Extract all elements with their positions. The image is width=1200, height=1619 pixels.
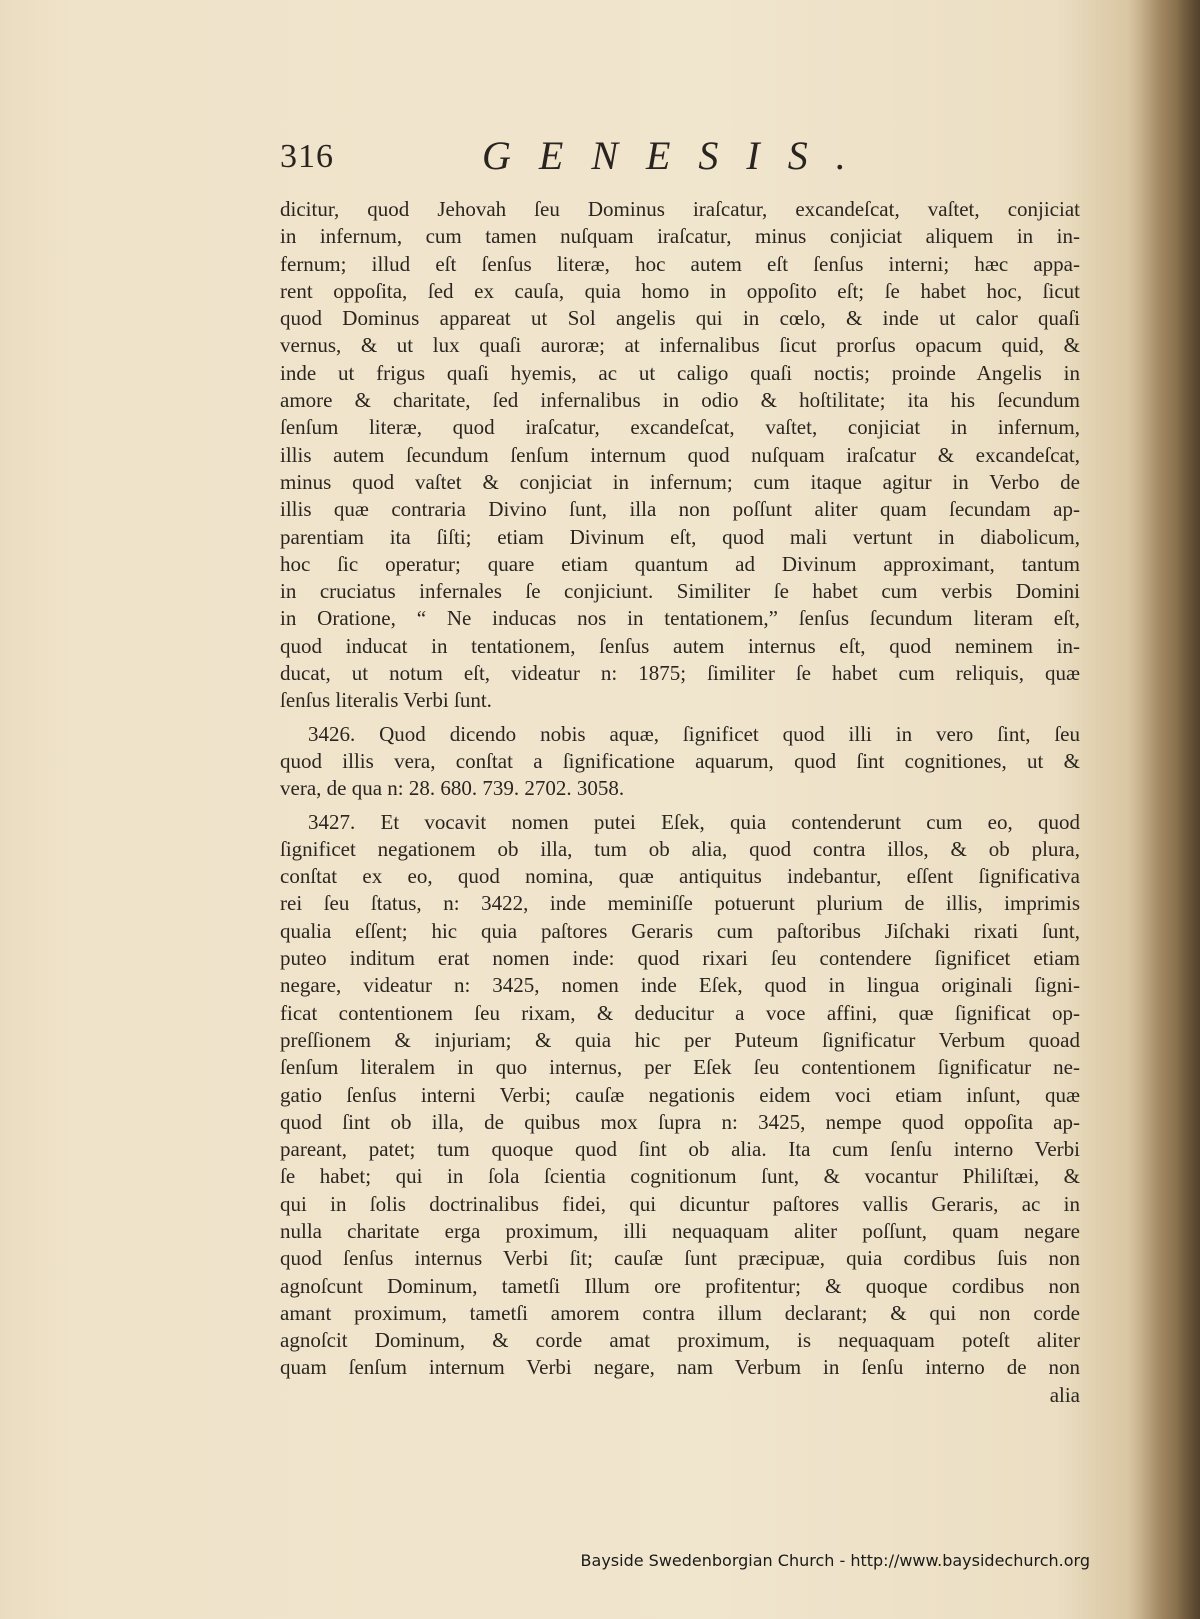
text-line-last: ſenſus literalis Verbi ſunt. xyxy=(280,688,492,713)
text-line: puteo inditum erat nomen inde: quod rixari ſeu contendere ſignificet etiam xyxy=(280,946,1080,971)
catchword: alia xyxy=(1049,1382,1080,1407)
text-line: in infernum, cum tamen nuſquam iraſcatur, minus conjiciat aliquem in in- xyxy=(280,224,1080,249)
text-line: quod ſenſus internus Verbi ſit; cauſæ ſunt præcipuæ, quia cordibus ſuis non xyxy=(280,1246,1080,1271)
text-line: ſenſum literæ, quod iraſcatur, excandeſcat, vaſtet, conjiciat in infernum, xyxy=(280,415,1080,440)
text-line: conſtat ex eo, quod nomina, quæ antiquitus indebantur, eſſent ſignificativa xyxy=(280,864,1080,889)
text-line: inde ut frigus quaſi hyemis, ac ut caligo quaſi noctis; proinde Angelis in xyxy=(280,360,1080,385)
text-line: hoc ſic operatur; quare etiam quantum ad Divinum approximant, tantum xyxy=(280,551,1080,576)
text-line: gatio ſenſus interni Verbi; cauſæ negationis eidem voci etiam inſunt, quæ xyxy=(280,1082,1080,1107)
text-line: in Oratione, “ Ne inducas nos in tentationem,” ſenſus ſecundum literam eſt, xyxy=(280,606,1080,631)
running-title: GENESIS. xyxy=(482,133,874,178)
text-line: ducat, ut notum eſt, videatur n: 1875; ſimiliter ſe habet cum reliquis, quæ xyxy=(280,661,1080,686)
paragraph-3427-first-line: 3427. Et vocavit nomen putei Eſek, quia contenderunt cum eo, quod xyxy=(308,809,1080,834)
text-line: ficat contentionem ſeu rixam, & deducitur a voce affini, quæ ſignificat op- xyxy=(280,1000,1080,1025)
text-line: negare, videatur n: 3425, nomen inde Eſek, quod in lingua originali ſigni- xyxy=(280,973,1080,998)
spine-shadow xyxy=(1140,0,1200,1619)
text-line: rei ſeu ſtatus, n: 3422, inde meminiſſe potuerunt plurium de illis, imprimis xyxy=(280,891,1080,916)
text-line: vernus, & ut lux quaſi auroræ; at infernalibus ſicut prorſus opacum quid, & xyxy=(280,333,1080,358)
body-text xyxy=(280,196,1080,1409)
text-line: agnoſcunt Dominum, tametſi Illum ore profitentur; & quoque cordibus non xyxy=(280,1273,1080,1298)
text-line: ſignificet negationem ob illa, tum ob alia, quod contra illos, & ob plura, xyxy=(280,836,1080,861)
text-line: rent oppoſita, ſed ex cauſa, quia homo in oppoſito eſt; ſe habet hoc, ſicut xyxy=(280,278,1080,303)
text-line: ſe habet; qui in ſola ſcientia cognitionum ſunt, & vocantur Philiſtæi, & xyxy=(280,1164,1080,1189)
page-number: 316 xyxy=(280,138,334,175)
text-line: nulla charitate erga proximum, illi nequaquam aliter poſſunt, quam negare xyxy=(280,1218,1080,1243)
text-line: ſenſum literalem in quo internus, per Eſek ſeu contentionem ſignificatur ne- xyxy=(280,1055,1080,1080)
text-line: amant proximum, tametſi amorem contra illum declarant; & qui non corde xyxy=(280,1300,1080,1325)
text-line: quod inducat in tentationem, ſenſus autem internus eſt, quod neminem in- xyxy=(280,633,1080,658)
text-line: qui in ſolis doctrinalibus fidei, qui dicuntur paſtores vallis Geraris, ac in xyxy=(280,1191,1080,1216)
text-line-last: vera, de qua n: 28. 680. 739. 2702. 3058. xyxy=(280,776,625,801)
text-line: quod Dominus appareat ut Sol angelis qui in cœlo, & inde ut calor quaſi xyxy=(280,306,1080,331)
text-line: amore & charitate, ſed infernalibus in odio & hoſtilitate; ita his ſecundum xyxy=(280,388,1080,413)
text-line: pareant, patet; tum quoque quod ſint ob alia. Ita cum ſenſu interno Verbi xyxy=(280,1137,1080,1162)
text-line: quod ſint ob illa, de quibus mox ſupra n: 3425, nempe quod oppoſita ap- xyxy=(280,1109,1080,1134)
text-line: quam ſenſum internum Verbi negare, nam Verbum in ſenſu interno de non xyxy=(280,1355,1080,1380)
running-head xyxy=(280,132,1080,182)
text-line: parentiam ita ſiſti; etiam Divinum eſt, quod mali vertunt in diabolicum, xyxy=(280,524,1080,549)
paragraph-3426-first-line: 3426. Quod dicendo nobis aquæ, ſignificet quod illi in vero ſint, ſeu xyxy=(308,721,1080,746)
text-line: illis autem ſecundum ſenſum internum quod nuſquam iraſcatur & excandeſcat, xyxy=(280,442,1080,467)
text-line: preſſionem & injuriam; & quia hic per Puteum ſignificatur Verbum quoad xyxy=(280,1027,1080,1052)
text-line: dicitur, quod Jehovah ſeu Dominus iraſcatur, excandeſcat, vaſtet, conjiciat xyxy=(280,197,1080,221)
text-line: fernum; illud eſt ſenſus literæ, hoc autem eſt ſenſus interni; hæc appa- xyxy=(280,251,1080,276)
text-line: illis quæ contraria Divino ſunt, illa non poſſunt aliter quam ſecundam ap- xyxy=(280,497,1080,522)
watermark-credit: Bayside Swedenborgian Church - http://www.baysidechurch.org xyxy=(580,1551,1090,1570)
text-line: agnoſcit Dominum, & corde amat proximum, is nequaquam poteſt aliter xyxy=(280,1328,1080,1353)
text-line: quod illis vera, conſtat a ſignificatione aquarum, quod ſint cognitiones, ut & xyxy=(280,748,1080,773)
text-line: in cruciatus infernales ſe conjiciunt. Similiter ſe habet cum verbis Domini xyxy=(280,579,1080,604)
text-line: qualia eſſent; hic quia paſtores Geraris cum paſtoribus Jiſchaki rixati ſunt, xyxy=(280,918,1080,943)
text-line: minus quod vaſtet & conjiciat in infernum; cum itaque agitur in Verbo de xyxy=(280,469,1080,494)
